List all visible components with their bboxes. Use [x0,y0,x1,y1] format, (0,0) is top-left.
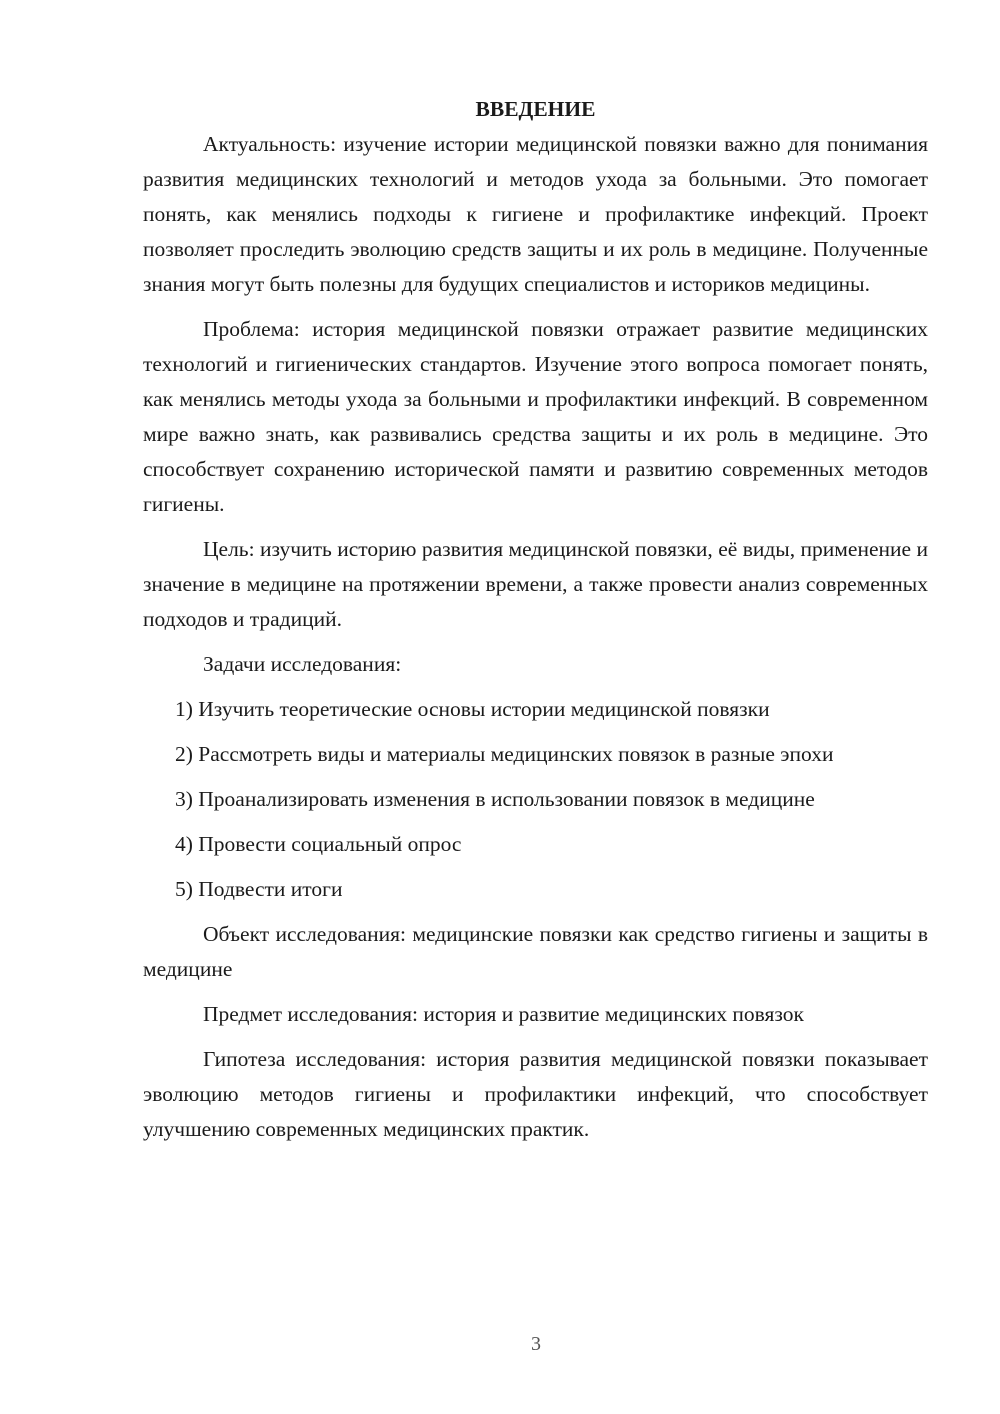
task-item-3: 3) Проанализировать изменения в использовании повязок в медицине [175,787,815,811]
paragraph-problem: Проблема: история медицинской повязки отражает развитие медицинских технологий и гигиенических стандартов. Изучение этого вопроса помогает понять, как менялись методы ухода за больными и профилактики инфекций. В современном мире важно знать, как развивались средства защиты и их роль в медицине. Это способствует сохранению исторической памяти и развитию современных методов гигиены. [143,317,928,516]
task-item-5: 5) Подвести итоги [175,877,343,901]
document-page [143,92,928,1157]
paragraph-subject: Предмет исследования: история и развитие медицинских повязок [203,1002,804,1026]
paragraph-goal: Цель: изучить историю развития медицинской повязки, её виды, применение и значение в медицине на протяжении времени, а также провести анализ современных подходов и традиций. [143,537,928,631]
task-item-1: 1) Изучить теоретические основы истории медицинской повязки [175,697,770,721]
page-number: 3 [531,1333,541,1355]
paragraph-object: Объект исследования: медицинские повязки как средство гигиены и защиты в медицине [143,922,928,981]
page-title: ВВЕДЕНИЕ [475,97,596,121]
paragraph-hypothesis: Гипотеза исследования: история развития медицинской повязки показывает эволюцию методов гигиены и профилактики инфекций, что способствует улучшению современных медицинских практик. [143,1047,928,1141]
paragraph-relevance: Актуальность: изучение истории медицинской повязки важно для понимания развития медицинских технологий и методов ухода за больными. Это помогает понять, как менялись подходы к гигиене и профилактике инфекций. Проект позволяет проследить эволюцию средств защиты и их роль в медицине. Полученные знания могут быть полезны для будущих специалистов и историков медицины. [143,132,928,296]
tasks-title: Задачи исследования: [203,652,402,676]
task-item-4: 4) Провести социальный опрос [175,832,462,856]
task-item-2: 2) Рассмотреть виды и материалы медицинских повязок в разные эпохи [175,742,834,766]
